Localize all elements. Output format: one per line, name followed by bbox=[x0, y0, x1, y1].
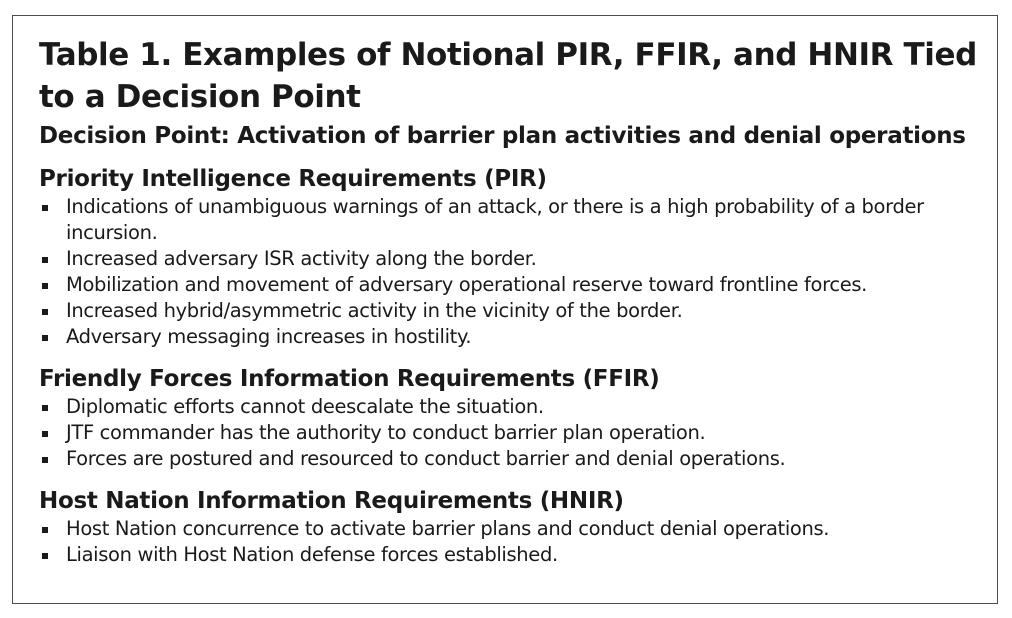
bullet-icon bbox=[42, 309, 48, 315]
table-content bbox=[39, 34, 989, 568]
hnir-heading: Host Nation Information Requirements (HNIR) bbox=[39, 488, 624, 514]
bullet-icon bbox=[42, 457, 48, 463]
table-title: Table 1. Examples of Notional PIR, FFIR, and HNIR Tied to a Decision Point bbox=[39, 37, 977, 115]
bullet-icon bbox=[42, 553, 48, 559]
list-item bbox=[39, 246, 946, 272]
pir-section bbox=[39, 164, 989, 350]
list-item bbox=[39, 298, 946, 324]
hnir-section bbox=[39, 486, 989, 568]
list-item-text: Diplomatic efforts cannot deescalate the situation. bbox=[66, 395, 544, 418]
decision-point: Decision Point: Activation of barrier plan activities and denial operations bbox=[39, 123, 966, 149]
bullet-icon bbox=[42, 257, 48, 263]
list-item bbox=[39, 194, 946, 246]
list-item-text: Liaison with Host Nation defense forces established. bbox=[66, 543, 558, 566]
pir-list bbox=[39, 194, 989, 350]
list-item-text: Increased adversary ISR activity along the border. bbox=[66, 247, 537, 270]
list-item-text: Forces are postured and resourced to conduct barrier and denial operations. bbox=[66, 447, 786, 470]
ffir-section bbox=[39, 364, 989, 472]
list-item-text: JTF commander has the authority to conduct barrier plan operation. bbox=[66, 421, 706, 444]
bullet-icon bbox=[42, 335, 48, 341]
ffir-list bbox=[39, 394, 989, 472]
hnir-list bbox=[39, 516, 989, 568]
list-item bbox=[39, 420, 946, 446]
bullet-icon bbox=[42, 405, 48, 411]
list-item-text: Adversary messaging increases in hostility. bbox=[66, 325, 472, 348]
list-item-text: Host Nation concurrence to activate barrier plans and conduct denial operations. bbox=[66, 517, 830, 540]
list-item bbox=[39, 394, 946, 420]
list-item bbox=[39, 446, 946, 472]
pir-heading: Priority Intelligence Requirements (PIR) bbox=[39, 166, 547, 192]
bullet-icon bbox=[42, 431, 48, 437]
list-item-text: Increased hybrid/asymmetric activity in the vicinity of the border. bbox=[66, 299, 683, 322]
list-item-text: Mobilization and movement of adversary operational reserve toward frontline forces. bbox=[66, 273, 868, 296]
bullet-icon bbox=[42, 527, 48, 533]
list-item-text: Indications of unambiguous warnings of an attack, or there is a high probability of a border incursion. bbox=[66, 195, 924, 244]
bullet-icon bbox=[42, 205, 48, 211]
ffir-heading: Friendly Forces Information Requirements (FFIR) bbox=[39, 366, 660, 392]
list-item bbox=[39, 516, 946, 542]
list-item bbox=[39, 542, 946, 568]
list-item bbox=[39, 272, 946, 298]
list-item bbox=[39, 324, 946, 350]
bullet-icon bbox=[42, 283, 48, 289]
